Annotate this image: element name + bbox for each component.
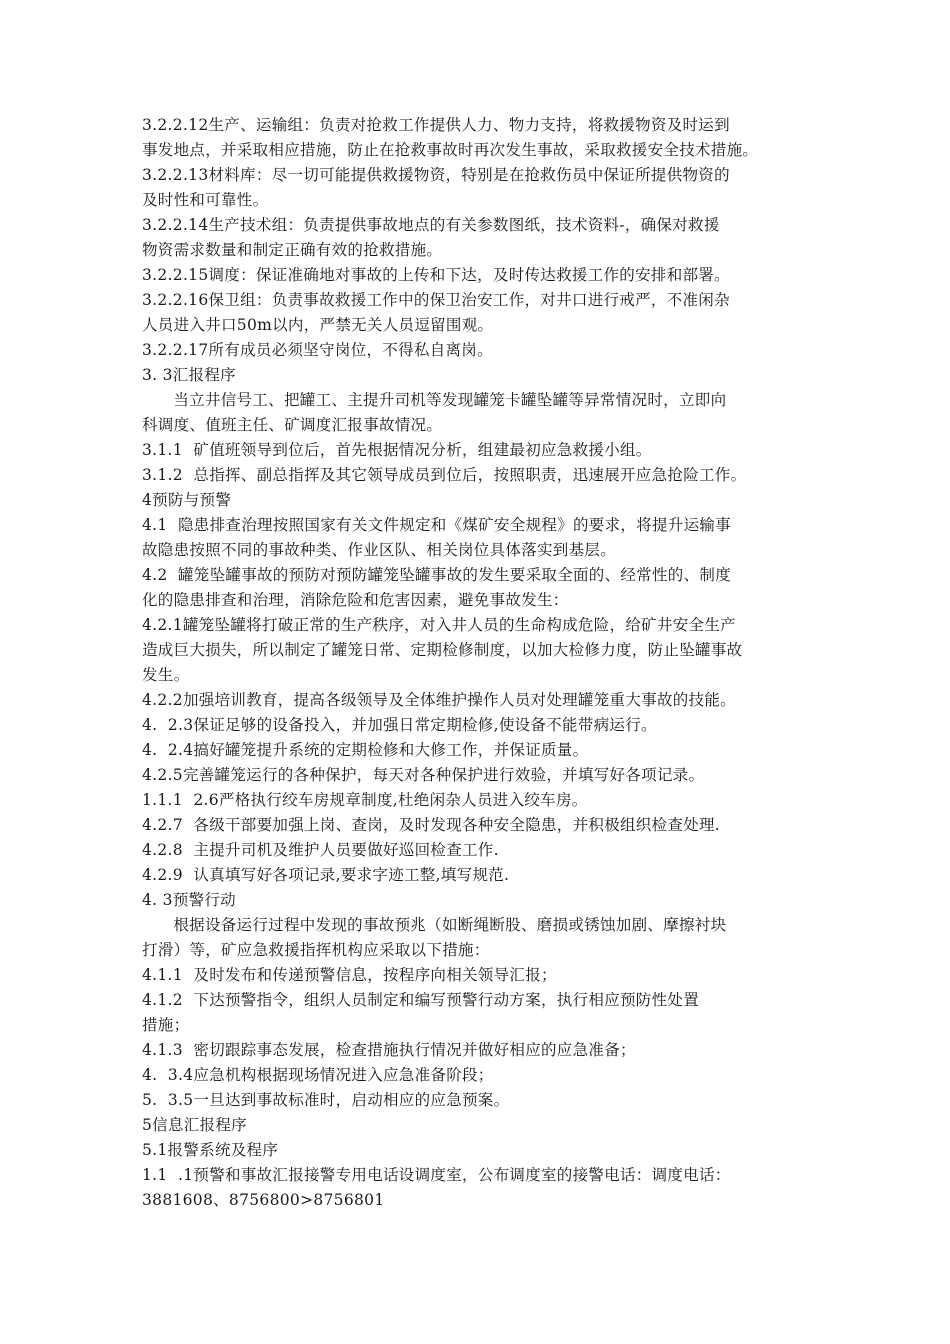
text-line: 3.1.1 矿值班领导到位后，首先根据情况分析，组建最初应急救援小组。 bbox=[142, 441, 652, 459]
text-line: 3.2.2.15调度：保证准确地对事故的上传和下达，及时传达救援工作的安排和部署。 bbox=[142, 266, 730, 284]
text-line: 4.2.1罐笼坠罐将打破正常的生产秩序，对入井人员的生命构成危险，给矿井安全生产 bbox=[142, 616, 736, 634]
text-line: 化的隐患排查和治理，消除危险和危害因素，避免事故发生： bbox=[142, 591, 569, 609]
text-line: 4.2.5完善罐笼运行的各种保护，每天对各种保护进行效验，并填写好各项记录。 bbox=[142, 766, 705, 784]
text-line: 3.2.2.17所有成员必须坚守岗位，不得私自离岗。 bbox=[142, 341, 493, 359]
text-line: 3.2.2.13材料库：尽一切可能提供救援物资，特别是在抢救伤员中保证所提供物资的 bbox=[142, 166, 730, 184]
text-line: 3.2.2.12生产、运输组：负责对抢救工作提供人力、物力支持，将救援物资及时运到 bbox=[142, 116, 730, 134]
text-line: 3.2.2.14生产技术组：负责提供事故地点的有关参数图纸，技术资料-，确保对救援 bbox=[142, 216, 720, 234]
text-line: 故隐患按照不同的事故种类、作业区队、相关岗位具体落实到基层。 bbox=[142, 541, 617, 559]
text-line: 当立井信号工、把罐工、主提升司机等发现罐笼卡罐坠罐等异常情况时，立即向 bbox=[142, 391, 727, 409]
text-line: 及时性和可靠性。 bbox=[142, 191, 269, 209]
text-line: 1.1 .1预警和事故汇报接警专用电话设调度室，公布调度室的接警电话：调度电话： bbox=[142, 1166, 731, 1184]
text-line: 4. 2.3保证足够的设备投入，并加强日常定期检修,使设备不能带病运行。 bbox=[142, 716, 657, 734]
text-line: 4.2.9 认真填写好各项记录,要求字迹工整,填写规范. bbox=[142, 866, 510, 884]
text-line: 4. 3预警行动 bbox=[142, 891, 236, 909]
text-line: 5.1报警系统及程序 bbox=[142, 1141, 279, 1159]
text-line: 5信息汇报程序 bbox=[142, 1116, 247, 1134]
text-line: 3.2.2.16保卫组：负责事故救援工作中的保卫治安工作，对井口进行戒严，不准闲杂 bbox=[142, 291, 730, 309]
text-line: 1.1.1 2.6严格执行绞车房规章制度,杜绝闲杂人员进入绞车房。 bbox=[142, 791, 588, 809]
text-line: 4.2.8 主提升司机及维护人员要做好巡回检查工作. bbox=[142, 841, 499, 859]
text-line: 4.2.2加强培训教育，提高各级领导及全体维护操作人员对处理罐笼重大事故的技能。 bbox=[142, 691, 736, 709]
text-line: 造成巨大损失，所以制定了罐笼日常、定期检修制度，以加大检修力度，防止坠罐事故 bbox=[142, 641, 743, 659]
text-line: 物资需求数量和制定正确有效的抢救措施。 bbox=[142, 241, 443, 259]
text-line: 措施； bbox=[142, 1016, 190, 1034]
text-line: 根据设备运行过程中发现的事故预兆（如断绳断股、磨损或锈蚀加剧、摩擦衬块 bbox=[142, 916, 727, 934]
text-line: 发生。 bbox=[142, 666, 190, 684]
text-line: 4. 3.4应急机构根据现场情况进入应急准备阶段； bbox=[142, 1066, 494, 1084]
text-line: 4. 2.4搞好罐笼提升系统的定期检修和大修工作，并保证质量。 bbox=[142, 741, 589, 759]
text-line: 4.2 罐笼坠罐事故的预防对预防罐笼坠罐事故的发生要采取全面的、经常性的、制度 bbox=[142, 566, 732, 584]
text-line: 人员进入井口50m以内，严禁无关人员逗留围观。 bbox=[142, 316, 494, 334]
text-line: 4.1.2 下达预警指令，组织人员制定和编写预警行动方案，执行相应预防性处置 bbox=[142, 991, 699, 1009]
document-body bbox=[142, 113, 822, 1213]
text-line: 5. 3.5一旦达到事故标准时，启动相应的应急预案。 bbox=[142, 1091, 510, 1109]
text-line: 打滑）等，矿应急救援指挥机构应采取以下措施： bbox=[142, 941, 490, 959]
text-line: 4.1.3 密切跟踪事态发展，检查措施执行情况并做好相应的应急准备； bbox=[142, 1041, 636, 1059]
text-line: 4.1.1 及时发布和传递预警信息，按程序向相关领导汇报； bbox=[142, 966, 557, 984]
text-line: 事发地点，并采取相应措施，防止在抢救事故时再次发生事故，采取救援安全技术措施。 bbox=[142, 141, 759, 159]
text-line: 3881608、8756800>8756801 bbox=[142, 1191, 385, 1209]
text-line: 4.2.7 各级干部要加强上岗、查岗，及时发现各种安全隐患，并积极组织检查处理. bbox=[142, 816, 721, 834]
text-line: 3.1.2 总指挥、副总指挥及其它领导成员到位后，按照职责，迅速展开应急抢险工作。 bbox=[142, 466, 747, 484]
text-line: 3. 3汇报程序 bbox=[142, 366, 236, 384]
text-line: 4预防与预警 bbox=[142, 491, 232, 509]
text-line: 4.1 隐患排查治理按照国家有关文件规定和《煤矿安全规程》的要求，将提升运输事 bbox=[142, 516, 732, 534]
text-line: 科调度、值班主任、矿调度汇报事故情况。 bbox=[142, 416, 443, 434]
